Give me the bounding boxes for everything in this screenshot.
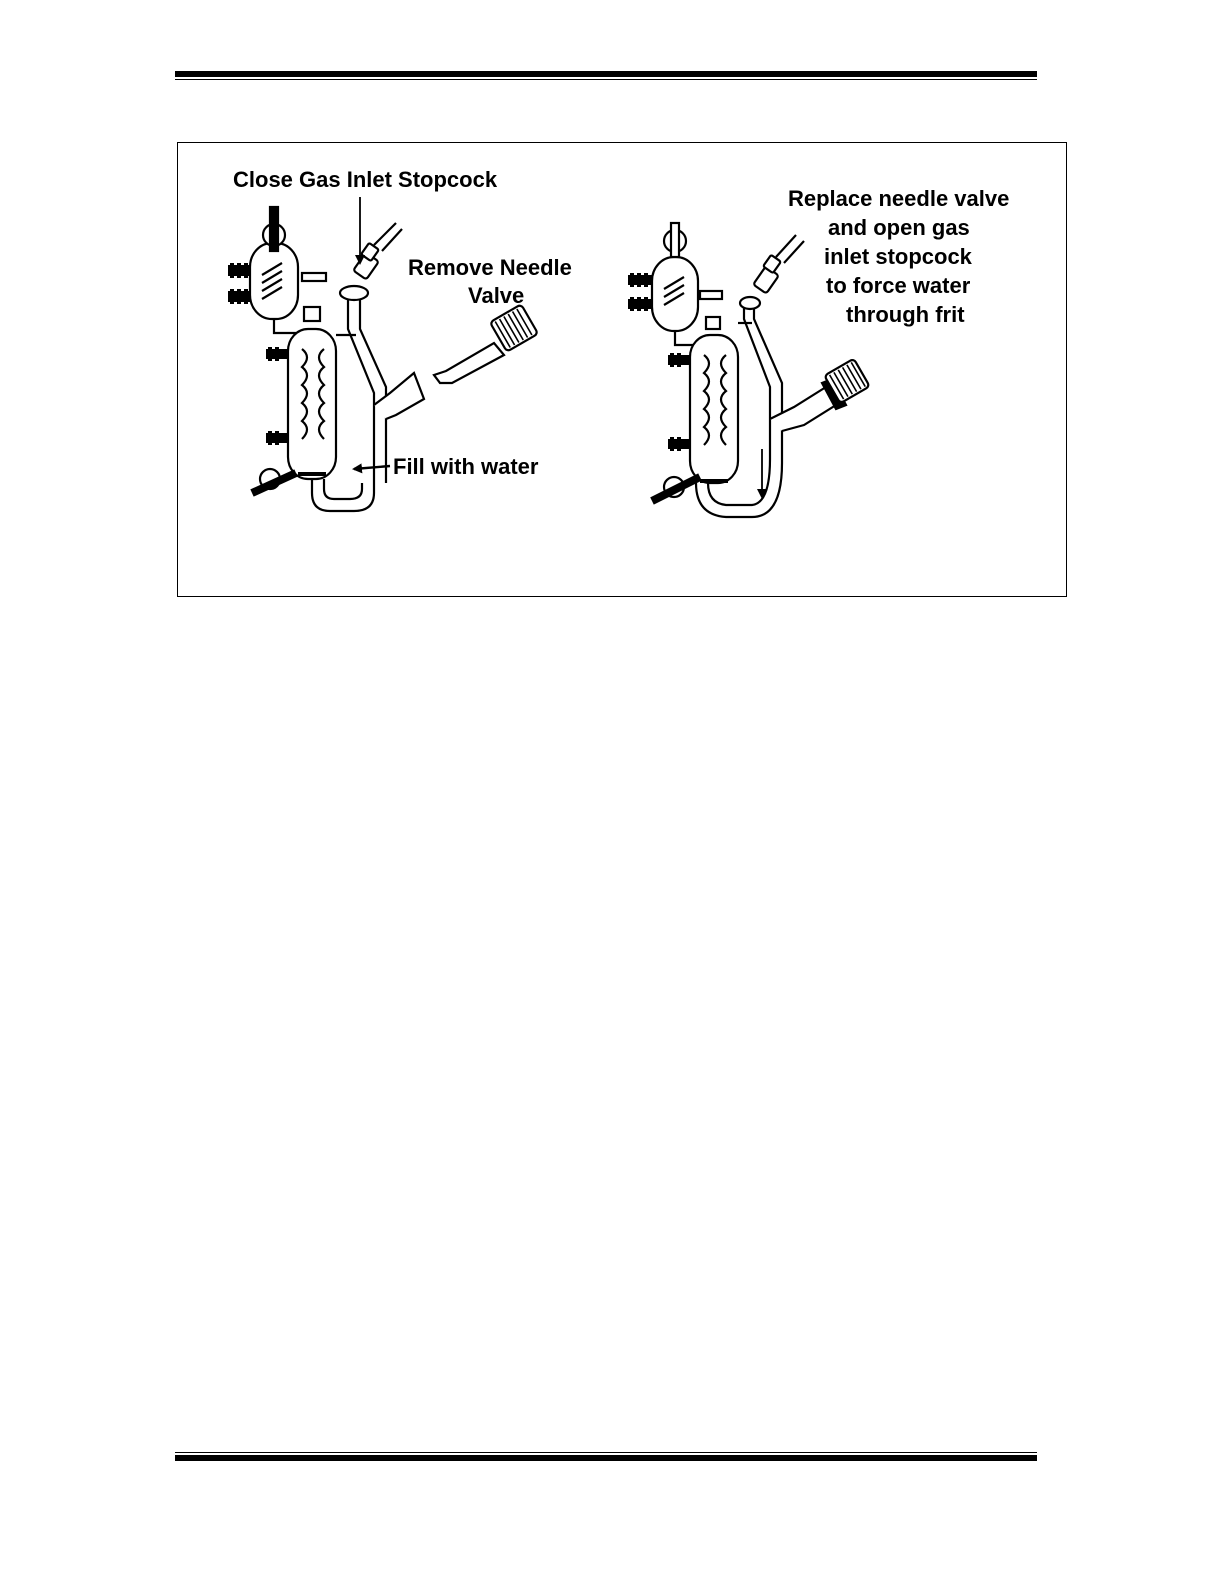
removed-needle-valve <box>434 304 538 383</box>
right-small-tag <box>700 291 722 299</box>
label-replace-needle-valve-4: to force water <box>826 273 971 298</box>
apparatus-diagram <box>178 143 1068 598</box>
label-remove-needle-valve-2: Valve <box>468 283 525 308</box>
left-drain-stopcock <box>252 469 296 493</box>
right-condenser-barbs <box>628 273 652 311</box>
left-condenser-barbs <box>228 263 250 304</box>
footer-rule <box>175 1452 1037 1461</box>
figure-frame <box>177 142 1067 597</box>
right-top-stopcock <box>664 223 686 257</box>
left-small-tag <box>302 273 326 281</box>
right-column-barbs <box>668 353 690 451</box>
right-condenser-bulb <box>652 257 698 331</box>
header-rule <box>175 71 1037 80</box>
label-replace-needle-valve-3: inlet stopcock <box>824 244 972 269</box>
label-replace-needle-valve-5: through frit <box>846 302 965 327</box>
label-close-gas-inlet-stopcock: Close Gas Inlet Stopcock <box>233 167 498 192</box>
right-main-column <box>690 317 738 483</box>
left-main-column <box>288 307 336 479</box>
label-fill-with-water: Fill with water <box>393 454 539 479</box>
left-condenser-bulb <box>250 243 298 319</box>
right-gas-inlet-stopcock <box>740 235 804 309</box>
left-column-barbs <box>266 347 288 445</box>
left-gas-inlet-stopcock <box>340 223 402 300</box>
label-replace-needle-valve-1: Replace needle valve <box>788 186 1010 211</box>
label-replace-needle-valve-2: and open gas <box>828 215 970 240</box>
right-needle-valve-attached <box>770 359 870 431</box>
right-drain-stopcock <box>652 477 700 501</box>
fill-water-arrow <box>354 466 390 469</box>
label-remove-needle-valve-1: Remove Needle <box>408 255 572 280</box>
